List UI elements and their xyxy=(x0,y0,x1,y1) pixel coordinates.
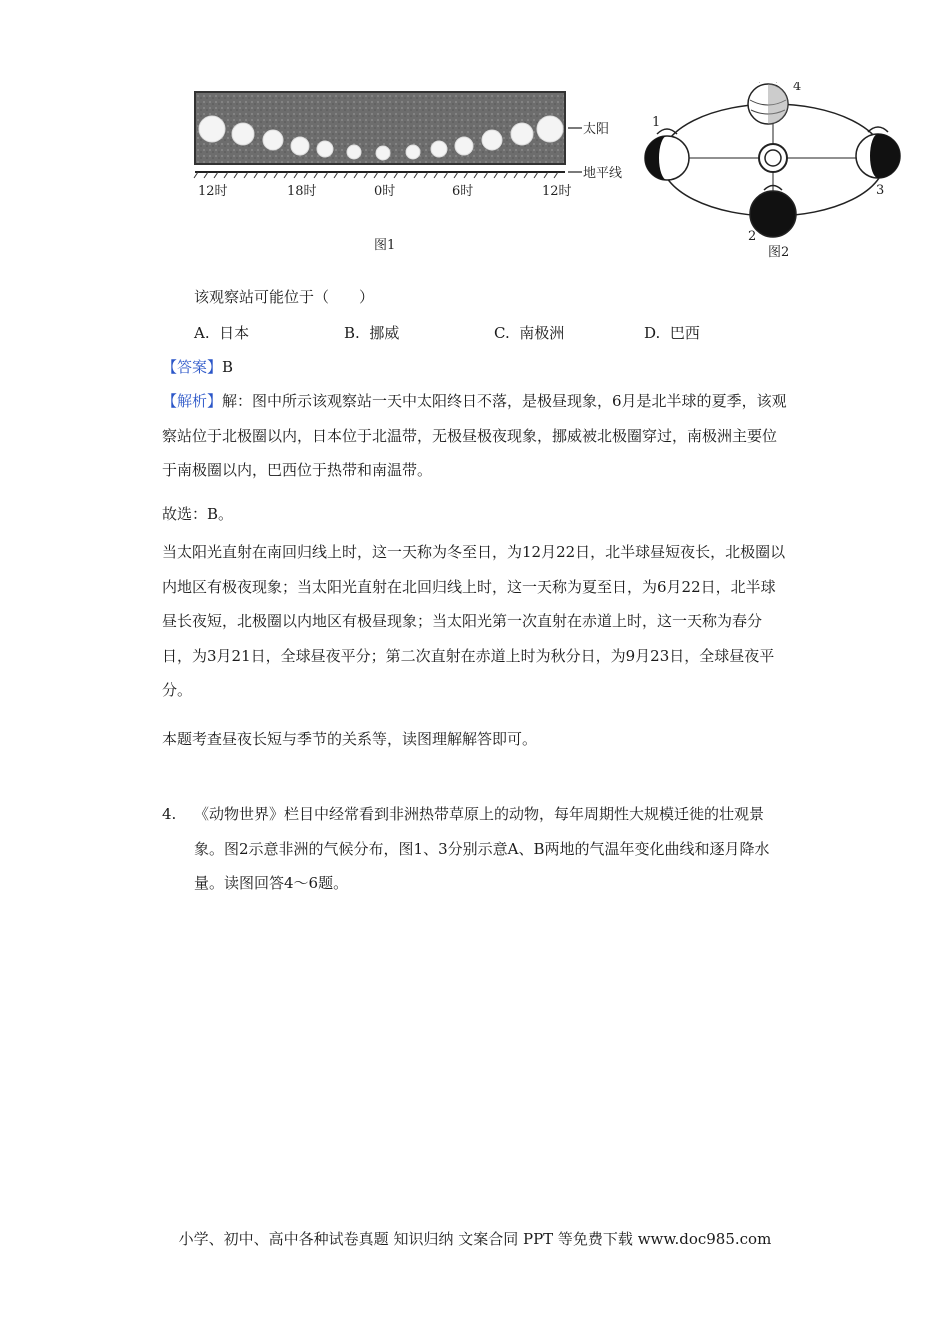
answer-tag: 【答案】 xyxy=(162,358,223,376)
answer-value: B xyxy=(222,358,234,376)
position-label: 2 xyxy=(748,229,757,244)
figures xyxy=(190,82,920,272)
figure-1-caption: 图1 xyxy=(374,238,396,253)
tick-label: 12时 xyxy=(198,184,228,199)
option-letter: C. xyxy=(494,324,510,342)
sun-disc xyxy=(406,145,420,159)
position-label: 1 xyxy=(652,115,661,130)
tick-label: 0时 xyxy=(374,184,396,199)
option-letter: B. xyxy=(344,324,360,342)
horizon-label: 地平线 xyxy=(583,166,623,181)
option-letter: D. xyxy=(644,324,661,342)
sun-disc xyxy=(317,141,333,157)
sun-disc xyxy=(376,146,390,160)
sun-disc xyxy=(511,123,533,145)
option-text: 南极洲 xyxy=(519,324,565,342)
analysis-paragraph xyxy=(162,384,788,488)
question-4-number: 4. xyxy=(162,805,177,823)
footer: 小学、初中、高中各种试卷真题 知识归纳 文案合同 PPT 等免费下载 www.doc985.com xyxy=(178,1230,772,1248)
tick-label: 12时 xyxy=(542,184,572,199)
earth-2 xyxy=(750,191,796,237)
analysis-tag: 【解析】 xyxy=(162,392,223,410)
figure-1 xyxy=(190,82,630,262)
sun-center xyxy=(759,144,787,172)
explanation-paragraph: 当太阳光直射在南回归线上时，这一天称为冬至日，为12月22日，北半球昼短夜长，北极圈以内地区有极夜现象；当太阳光直射在北回归线上时，这一天称为夏至日，为6月22日，北半球昼长夜短，北极圈以内地区有极昼现象；当太阳光第一次直射在赤道上时，这一天称为春分日，为3月21日，全球昼夜平分；第二次直射在赤道上时为秋分日，为9月23日，全球昼夜平分。 xyxy=(162,543,786,699)
tick-label: 18时 xyxy=(287,184,317,199)
option-d xyxy=(644,322,700,343)
sun-disc xyxy=(455,137,473,155)
sun-disc xyxy=(232,123,254,145)
option-a xyxy=(194,322,249,343)
sun-disc xyxy=(347,145,361,159)
option-text: 巴西 xyxy=(669,324,700,342)
sun-disc xyxy=(263,130,283,150)
sun-disc xyxy=(537,116,563,142)
option-text: 日本 xyxy=(219,324,250,342)
summary-line: 本题考查昼夜长短与季节的关系等，读图理解解答即可。 xyxy=(162,730,538,748)
analysis-text: 解：图中所示该观察站一天中太阳终日不落，是极昼现象，6月是北半球的夏季，该观察站位于北极圈以内，日本位于北温带，无极昼极夜现象，挪威被北极圈穿过，南极洲主要位于南极圈以内，巴西位于热带和南温带。 xyxy=(162,392,787,479)
sun-disc xyxy=(291,137,309,155)
position-label: 4 xyxy=(793,82,802,94)
option-c xyxy=(494,322,564,343)
position-label: 3 xyxy=(876,183,885,198)
tick-label: 6时 xyxy=(452,184,474,199)
sun-disc xyxy=(199,116,225,142)
option-b xyxy=(344,322,399,343)
sun-disc xyxy=(482,130,502,150)
choice-line: 故选：B。 xyxy=(162,505,234,523)
option-letter: A. xyxy=(194,324,210,342)
question-4-text: 《动物世界》栏目中经常看到非洲热带草原上的动物，每年周期性大规模迁徙的壮观景象。图2示意非洲的气候分布，图1、3分别示意A、B两地的气温年变化曲线和逐月降水量。读图回答4～6题。 xyxy=(194,805,770,892)
figure-2-caption: 图2 xyxy=(768,245,790,260)
figure-2 xyxy=(638,82,918,267)
answer-line xyxy=(162,357,233,377)
sun-label: 太阳 xyxy=(583,122,610,137)
question-text: 该观察站可能位于（ ） xyxy=(194,288,375,306)
sun-disc xyxy=(431,141,447,157)
option-text: 挪威 xyxy=(369,324,400,342)
